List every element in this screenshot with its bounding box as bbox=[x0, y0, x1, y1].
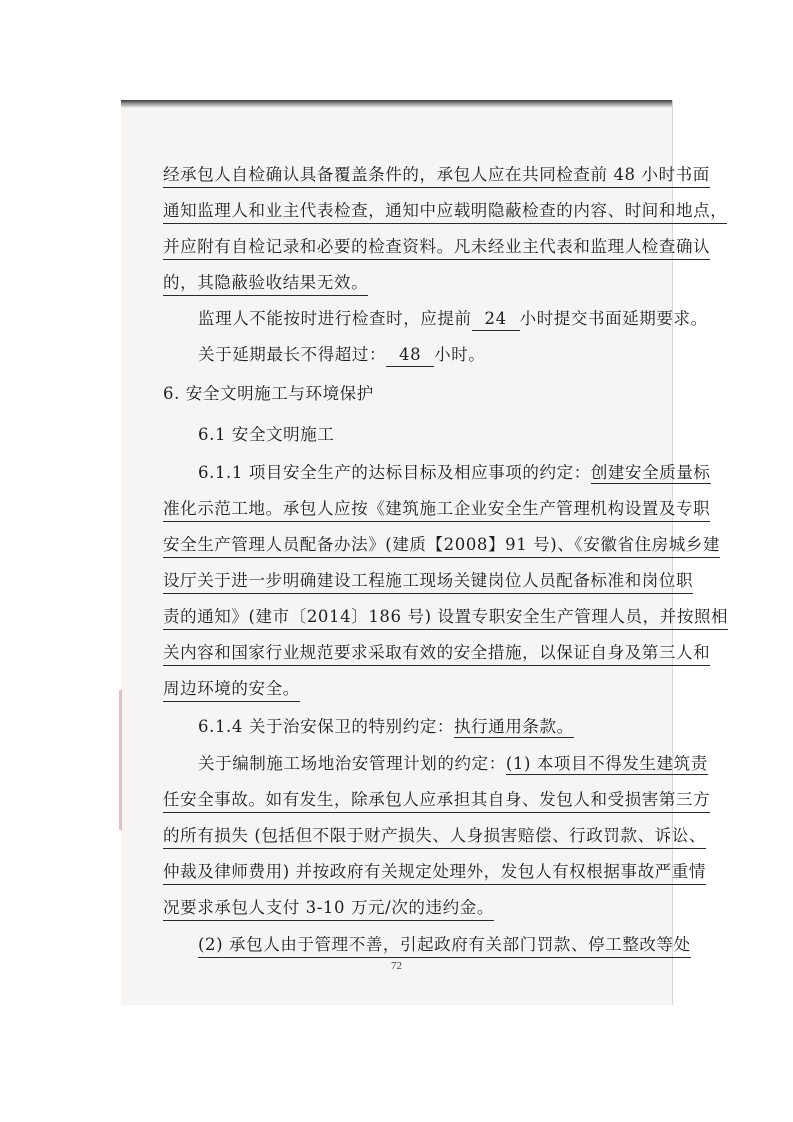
delay-request-line bbox=[198, 308, 708, 331]
clause-6-1-1-line-4: 设厅关于进一步明确建设工程施工现场关键岗位人员配备标准和岗位职 bbox=[163, 570, 693, 594]
section-6-heading: 6. 安全文明施工与环境保护 bbox=[163, 384, 374, 403]
max-delay-line bbox=[198, 344, 485, 367]
delay-request-prefix: 监理人不能按时进行检查时，应提前 bbox=[198, 309, 472, 328]
scan-top-edge bbox=[121, 100, 672, 108]
paragraph1-line-3: 并应附有自检记录和必要的检查资料。凡未经业主代表和监理人检查确认 bbox=[163, 236, 710, 260]
security-plan-intro: 关于编制施工场地治安管理计划的约定： bbox=[198, 754, 506, 773]
security-plan-line-3: 的所有损失 (包括但不限于财产损失、人身损害赔偿、行政罚款、诉讼、 bbox=[163, 825, 706, 849]
clause-6-1-1-intro: 6.1.1 项目安全生产的达标目标及相应事项的约定： bbox=[198, 463, 591, 482]
paragraph1-line-4: 的，其隐蔽验收结果无效。 bbox=[163, 272, 368, 296]
security-plan-line-4: 仲裁及律师费用) 并按政府有关规定处理外，发包人有权根据事故严重情 bbox=[163, 861, 706, 885]
security-plan-line-5: 况要求承包人支付 3-10 万元/次的违约金。 bbox=[163, 897, 494, 921]
max-delay-prefix: 关于延期最长不得超过： bbox=[198, 345, 387, 364]
clause-6-1-1-value-start: 创建安全质量标 bbox=[590, 463, 711, 482]
clause-6-1-1-line-5: 责的通知》(建市〔2014〕186 号) 设置专职安全生产管理人员，并按照相 bbox=[163, 606, 728, 630]
clause-6-1-1-line-1 bbox=[198, 462, 711, 484]
clause-6-1-1-line-2: 准化示范工地。承包人应按《建筑施工企业安全生产管理机构设置及专职 bbox=[163, 498, 710, 522]
paragraph1-line-1: 经承包人自检确认具备覆盖条件的，承包人应在共同检查前 48 小时书面 bbox=[163, 164, 710, 188]
max-delay-hours: 48 bbox=[386, 344, 434, 367]
page-number: 72 bbox=[391, 960, 402, 972]
clause-6-1-4-value: 执行通用条款。 bbox=[454, 717, 574, 736]
delay-request-hours: 24 bbox=[472, 308, 520, 331]
max-delay-suffix: 小时。 bbox=[434, 345, 486, 364]
section-6-1-heading: 6.1 安全文明施工 bbox=[198, 425, 335, 444]
security-plan-line-1 bbox=[198, 753, 708, 775]
clause-6-1-4-line bbox=[198, 716, 574, 738]
delay-request-suffix: 小时提交书面延期要求。 bbox=[519, 309, 708, 328]
document-page bbox=[121, 100, 729, 1005]
clause-6-1-1-line-6: 关内容和国家行业规范要求采取有效的安全措施，以保证自身及第三人和 bbox=[163, 642, 710, 666]
clause-6-1-1-line-7: 周边环境的安全。 bbox=[163, 678, 300, 702]
binding-stamp-marks bbox=[119, 690, 130, 830]
paragraph1-line-2: 通知监理人和业主代表检查，通知中应载明隐蔽检查的内容、时间和地点， bbox=[163, 200, 727, 224]
clause-6-1-4-intro: 6.1.4 关于治安保卫的特别约定： bbox=[198, 717, 455, 736]
clause-6-1-1-line-3: 安全生产管理人员配备办法》(建质【2008】91 号)、《安徽省住房城乡建 bbox=[163, 534, 720, 558]
security-plan-line-6: (2) 承包人由于管理不善，引起政府有关部门罚款、停工整改等处 bbox=[198, 934, 691, 958]
security-plan-line-2: 任安全事故。如有发生，除承包人应承担其自身、发包人和受损害第三方 bbox=[163, 789, 710, 813]
security-plan-value-start: (1) 本项目不得发生建筑责 bbox=[505, 754, 708, 773]
